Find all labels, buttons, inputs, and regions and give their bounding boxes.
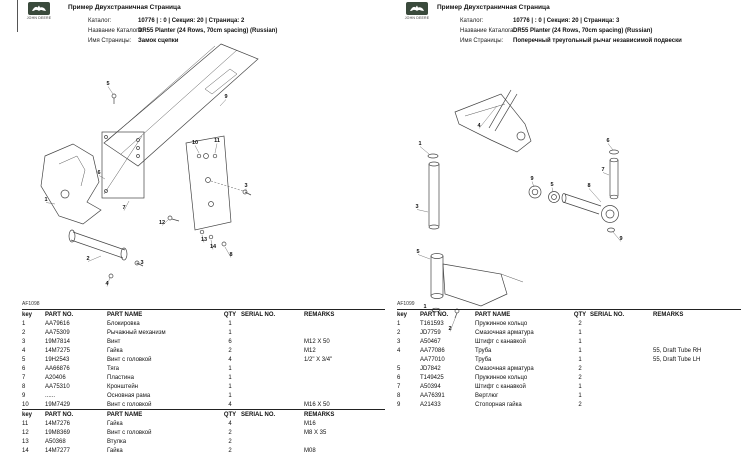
table-row (397, 382, 741, 391)
table-row (397, 328, 741, 337)
cell-part_name: Тяга (107, 365, 119, 372)
cell-qty: 2 (228, 447, 232, 454)
cell-part_no: A50467 (420, 338, 441, 345)
callout-leader-line (479, 106, 497, 129)
cell-key: 9 (397, 401, 401, 408)
cell-qty: QTY (223, 411, 237, 418)
table-row (22, 328, 385, 337)
cell-part_no: PART NO. (420, 311, 449, 318)
callout-leader-line (418, 255, 430, 260)
cell-qty: 2 (578, 365, 582, 372)
cell-key: 8 (397, 392, 401, 399)
john-deere-logo (404, 2, 430, 20)
callout-number: 9 (619, 236, 623, 242)
table-header-row (22, 409, 385, 419)
figure-label: AF1099 (397, 301, 415, 307)
cell-key: 2 (397, 329, 401, 336)
cell-qty: 1 (228, 365, 232, 372)
table-row (22, 364, 385, 373)
table-row (22, 382, 385, 391)
cell-part_name: Труба (475, 347, 492, 354)
cell-part_name: Гайка (107, 447, 123, 454)
table-row (397, 319, 741, 328)
callout-number: 10 (191, 140, 199, 146)
cell-key: 6 (397, 374, 401, 381)
page-name-label: Имя Страницы: (460, 38, 504, 44)
table-row (22, 355, 385, 364)
callout-number: 9 (224, 94, 228, 100)
callout-leader-line (420, 147, 429, 155)
callout-number: 2 (86, 256, 90, 262)
cell-remarks: M16 (304, 420, 316, 427)
cell-key: 7 (397, 383, 401, 390)
cell-part_name: Труба (475, 356, 492, 363)
cell-qty: 1 (228, 392, 232, 399)
cell-serial: SERIAL NO. (241, 311, 276, 318)
cell-remarks: M16 X 50 (304, 401, 330, 408)
cell-key: key (22, 311, 33, 318)
cell-key: 3 (22, 338, 26, 345)
cell-part_no: 14M7275 (45, 347, 71, 354)
cell-remarks: REMARKS (304, 411, 335, 418)
tube-rodend-drawing (562, 194, 619, 233)
cell-qty: 2 (228, 438, 232, 445)
cell-qty: 1 (228, 374, 232, 381)
page-edge-mark (17, 0, 18, 32)
catalog-label: Каталог: (88, 18, 112, 24)
table-row (22, 419, 385, 428)
cell-qty: QTY (223, 311, 237, 318)
callout-leader-line (195, 146, 199, 154)
cell-remarks: 55, Draft Tube LH (653, 356, 701, 363)
table-row (22, 391, 385, 400)
cell-remarks: REMARKS (304, 311, 335, 318)
callout-number: 1 (44, 197, 48, 203)
cell-key: 14 (22, 447, 29, 454)
cell-key: key (397, 311, 408, 318)
callout-leader-line (589, 189, 601, 203)
meta-row-catalog (460, 16, 682, 26)
cell-qty: 1 (578, 347, 582, 354)
cell-part_no: JD7759 (420, 329, 441, 336)
catalog-value: 10776 | : 0 | Секция: 20 | Страница: 3 (513, 18, 620, 24)
cell-qty: 4 (228, 401, 232, 408)
table-row (397, 346, 741, 355)
cell-key: 4 (22, 347, 26, 354)
callout-number: 7 (122, 205, 126, 211)
catalog-page-left (15, 4, 387, 454)
cell-remarks: M08 (304, 447, 316, 454)
cell-part_no: 19H2543 (45, 356, 70, 363)
cell-part_name: Винт с головкой (107, 356, 152, 363)
cell-key: 9 (22, 392, 26, 399)
cell-qty: 1 (578, 356, 582, 363)
callout-number: 6 (606, 138, 610, 144)
callout-number: 3 (140, 260, 144, 266)
washer-nut-drawing (529, 186, 560, 203)
cell-part_no: T161593 (420, 320, 444, 327)
cell-part_name: Пружинное кольцо (475, 374, 528, 381)
parts-table (22, 309, 385, 455)
cell-part_name: Гайка (107, 420, 123, 427)
cell-qty: 4 (228, 356, 232, 363)
parts-table-block (397, 301, 741, 409)
cell-part_name: Штифт с канавкой (475, 338, 526, 345)
table-row (397, 400, 741, 409)
cell-qty: 1 (228, 329, 232, 336)
table-row (22, 319, 385, 328)
plate-drawing (186, 136, 251, 230)
table-row (22, 346, 385, 355)
clamp-drawing (69, 230, 143, 278)
cell-part_no: JD7842 (420, 365, 441, 372)
cell-key: 8 (22, 383, 26, 390)
table-row (22, 337, 385, 346)
callout-number: 3 (415, 204, 419, 210)
cell-serial: SERIAL NO. (590, 311, 625, 318)
meta-row-catalog-name (88, 26, 277, 36)
cell-part_no: PART NO. (45, 311, 74, 318)
callout-leader-line (88, 256, 101, 262)
cell-part_no: AA75310 (45, 383, 70, 390)
cell-part_no: A21433 (420, 401, 441, 408)
page-name-label: Имя Страницы: (88, 38, 132, 44)
fastener-icons (112, 94, 226, 246)
mounting-box-drawing (102, 132, 144, 198)
cell-remarks: M12 X 50 (304, 338, 330, 345)
cell-key: key (22, 411, 33, 418)
cell-part_name: Кронштейн (107, 383, 138, 390)
callout-number: 12 (158, 220, 166, 226)
cell-part_name: PART NAME (107, 411, 143, 418)
callout-number: 11 (214, 138, 220, 144)
cell-part_name: Винт (107, 338, 121, 345)
callout-number: 5 (106, 81, 110, 87)
callout-number: 14 (209, 244, 217, 250)
catalog-meta (460, 16, 682, 46)
cell-qty: 2 (578, 401, 582, 408)
cell-part_name: Гайка (107, 347, 123, 354)
callout-number: 4 (477, 123, 481, 129)
cell-part_no: A20406 (45, 374, 66, 381)
table-row (397, 364, 741, 373)
upper-arm-drawing (455, 90, 531, 152)
table-row (397, 373, 741, 382)
cell-part_no: AA79616 (45, 320, 70, 327)
page-name-value: Поперечный треугольный рычаг независимой подвески (513, 38, 682, 44)
cell-qty: 2 (228, 347, 232, 354)
cell-key: 6 (22, 365, 26, 372)
cell-part_name: Стопорная гайка (475, 401, 522, 408)
cell-part_name: Пластина (107, 374, 134, 381)
table-row (22, 446, 385, 455)
callout-number: 8 (229, 252, 233, 258)
catalog-name-label: Название Каталога: (460, 28, 516, 34)
cell-key: 2 (22, 329, 26, 336)
cell-qty: 6 (228, 338, 232, 345)
cell-remarks: 55, Draft Tube RH (653, 347, 702, 354)
callout-number: 4 (105, 281, 109, 287)
table-row (397, 337, 741, 346)
parts-table (397, 309, 741, 409)
callout-number: 5 (550, 182, 554, 188)
cell-part_no: 19M8369 (45, 429, 71, 436)
cell-key: 1 (397, 320, 401, 327)
cell-part_name: Смазочная арматура (475, 329, 534, 336)
cell-remarks: REMARKS (653, 311, 684, 318)
cell-part_no: T149425 (420, 374, 444, 381)
cell-part_no: 19M7814 (45, 338, 71, 345)
page-title: Пример Двухстраничная Страница (437, 4, 550, 11)
cell-part_no: AA77086 (420, 347, 445, 354)
cell-key: 7 (22, 374, 26, 381)
cell-part_no: AA76391 (420, 392, 445, 399)
cell-qty: 1 (228, 383, 232, 390)
cell-part_name: Рычажный механизм (107, 329, 166, 336)
cell-key: 4 (397, 347, 401, 354)
table-row (397, 391, 741, 400)
cell-part_name: Смазочная арматура (475, 365, 534, 372)
cell-serial: SERIAL NO. (241, 411, 276, 418)
cell-part_no: AA66876 (45, 365, 70, 372)
cell-part_no: 19M7429 (45, 401, 71, 408)
catalog-page-right (395, 4, 747, 450)
parts-table-block (22, 301, 385, 455)
catalog-name-label: Название Каталога: (88, 28, 144, 34)
cell-qty: 1 (578, 383, 582, 390)
callout-leader-line (220, 100, 226, 107)
cell-part_name: Вертлюг (475, 392, 499, 399)
cell-qty: 1 (228, 320, 232, 327)
cell-qty: 1 (578, 329, 582, 336)
cell-remarks: M8 X 35 (304, 429, 327, 436)
callout-leader-line (215, 144, 217, 154)
cell-key: 3 (397, 338, 401, 345)
cell-part_name: PART NAME (107, 311, 143, 318)
catalog-name-value: DR55 Planter (24 Rows, 70cm spacing) (Russian) (138, 28, 278, 34)
callout-number: 2 (448, 326, 452, 332)
upper-pin-drawing (428, 154, 439, 229)
page-name-value: Замок сцепки (138, 38, 179, 44)
callout-number: 13 (200, 237, 208, 243)
callout-number: 6 (97, 170, 101, 176)
john-deere-logo-icon (406, 2, 428, 15)
cell-part_no: 14M7276 (45, 420, 71, 427)
table-row (22, 400, 385, 409)
catalog-meta (88, 16, 277, 46)
cell-key: 10 (22, 401, 29, 408)
cell-part_name: Штифт с канавкой (475, 383, 526, 390)
cell-part_name: Винт с головкой (107, 401, 152, 408)
cell-part_name: Втулка (107, 438, 127, 445)
callout-number: 7 (601, 167, 605, 173)
catalog-name-value: DR55 Planter (24 Rows, 70cm spacing) (Russian) (513, 28, 653, 34)
callout-number: 9 (530, 176, 534, 182)
page-title: Пример Двухстраничная Страница (68, 4, 181, 11)
callout-number: 5 (416, 249, 420, 255)
diagram-callouts (415, 106, 622, 332)
callout-leader-line (417, 210, 428, 213)
cell-remarks: M12 (304, 347, 316, 354)
table-row (22, 437, 385, 446)
figure-label: AF1098 (22, 301, 40, 307)
cell-part_name: Винт с головкой (107, 429, 152, 436)
cell-part_no: 14M7277 (45, 447, 71, 454)
cell-qty: 4 (228, 420, 232, 427)
table-row (22, 428, 385, 437)
cell-part_no: A50368 (45, 438, 66, 445)
right-pin-drawing (610, 150, 619, 199)
meta-row-catalog (88, 16, 277, 26)
callout-leader-line (108, 87, 113, 95)
hitch-beam-drawing (104, 44, 258, 166)
table-row (397, 355, 741, 364)
cell-qty: 2 (578, 374, 582, 381)
cell-key: 13 (22, 438, 29, 445)
meta-row-catalog-name (460, 26, 682, 36)
cell-part_name: Блокировка (107, 320, 140, 327)
table-header-row (397, 309, 741, 319)
john-deere-logo-icon (28, 2, 50, 15)
cell-qty: 1 (578, 392, 582, 399)
cell-qty: 2 (578, 320, 582, 327)
catalog-value: 10776 | : 0 | Секция: 20 | Страница: 2 (138, 18, 245, 24)
cell-key: 1 (22, 320, 26, 327)
callout-leader-line (552, 188, 553, 193)
cell-part_no: ...... (45, 392, 56, 399)
cell-part_no: PART NO. (45, 411, 74, 418)
cell-part_no: A50394 (420, 383, 441, 390)
cell-part_name: Пружинное кольцо (475, 320, 528, 327)
catalog-label: Каталог: (460, 18, 484, 24)
cell-part_no: AA77010 (420, 356, 445, 363)
table-header-row (22, 309, 385, 319)
callout-number: 3 (244, 183, 248, 189)
cell-part_no: AA75309 (45, 329, 70, 336)
callout-leader-line (608, 144, 613, 151)
cell-part_name: Основная рама (107, 392, 151, 399)
cell-remarks: 1/2" X 3/4" (304, 356, 333, 363)
cell-key: 5 (22, 356, 26, 363)
callout-number: 8 (587, 183, 591, 189)
cell-part_name: PART NAME (475, 311, 511, 318)
cell-key: 11 (22, 420, 29, 427)
cell-key: 12 (22, 429, 29, 436)
cell-qty: 2 (228, 429, 232, 436)
diagram-callouts (44, 81, 247, 287)
parts-diagram-hitch-lock (25, 44, 365, 299)
cell-key: 5 (397, 365, 401, 372)
john-deere-logo (26, 2, 52, 20)
latch-drawing (41, 144, 101, 224)
table-row (22, 373, 385, 382)
callout-number: 1 (423, 304, 427, 310)
cell-qty: 1 (578, 338, 582, 345)
callout-number: 1 (418, 141, 422, 147)
cell-qty: QTY (573, 311, 587, 318)
brand-text: JOHN DEERE (26, 16, 52, 20)
brand-text: JOHN DEERE (404, 16, 430, 20)
